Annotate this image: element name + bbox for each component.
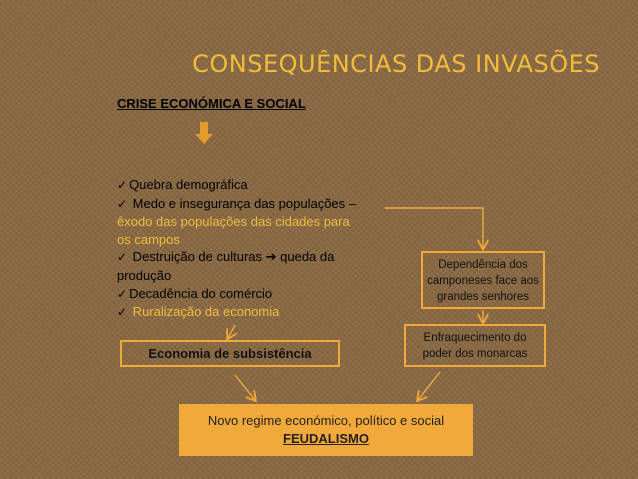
list-item-text: Medo e insegurança das populações – <box>129 195 356 211</box>
arrow-enfraquecimento-to-novo <box>418 372 440 400</box>
check-icon: ✓ <box>117 196 128 211</box>
list-item-text: Decadência do comércio <box>129 285 273 301</box>
list-item-text: os campos <box>117 231 180 247</box>
list-item-text: produção <box>117 267 172 283</box>
check-icon: ✓ <box>117 305 128 320</box>
slide-title: CONSEQUÊNCIAS DAS INVASÕES <box>192 50 600 78</box>
arrow-economia-to-novo <box>235 375 255 400</box>
check-icon: ✓ <box>117 178 128 192</box>
enfraquecimento-line: Enfraquecimento do <box>423 332 527 344</box>
arrow-to-dependencia <box>385 208 483 248</box>
dependencia-line: grandes senhores <box>436 291 530 303</box>
list-item-text: Ruralização da economia <box>129 304 280 320</box>
enfraquecimento-line: poder dos monarcas <box>422 348 528 360</box>
check-icon: ✓ <box>117 286 128 301</box>
arrow-to-economia <box>228 325 235 338</box>
enfraquecimento-box <box>404 324 546 367</box>
list-item-text: êxodo das populações das cidades para <box>117 214 350 230</box>
dependencia-line: Dependência dos <box>438 259 528 271</box>
novo-regime-text: Novo regime económico, político e social <box>207 413 445 428</box>
check-icon: ✓ <box>117 250 128 265</box>
slide-subtitle: CRISE ECONÓMICA E SOCIAL <box>117 96 306 111</box>
feudalismo-text: FEUDALISMO <box>283 431 369 446</box>
dependencia-line: camponeses face aos <box>427 275 539 287</box>
economia-box: Economia de subsistência <box>120 340 340 367</box>
dependencia-box <box>421 251 545 309</box>
novo-regime-box <box>179 404 473 456</box>
list-item-text: Quebra demográfica <box>129 177 248 192</box>
list-item-text: Destruição de culturas ➔ queda da <box>129 249 335 265</box>
